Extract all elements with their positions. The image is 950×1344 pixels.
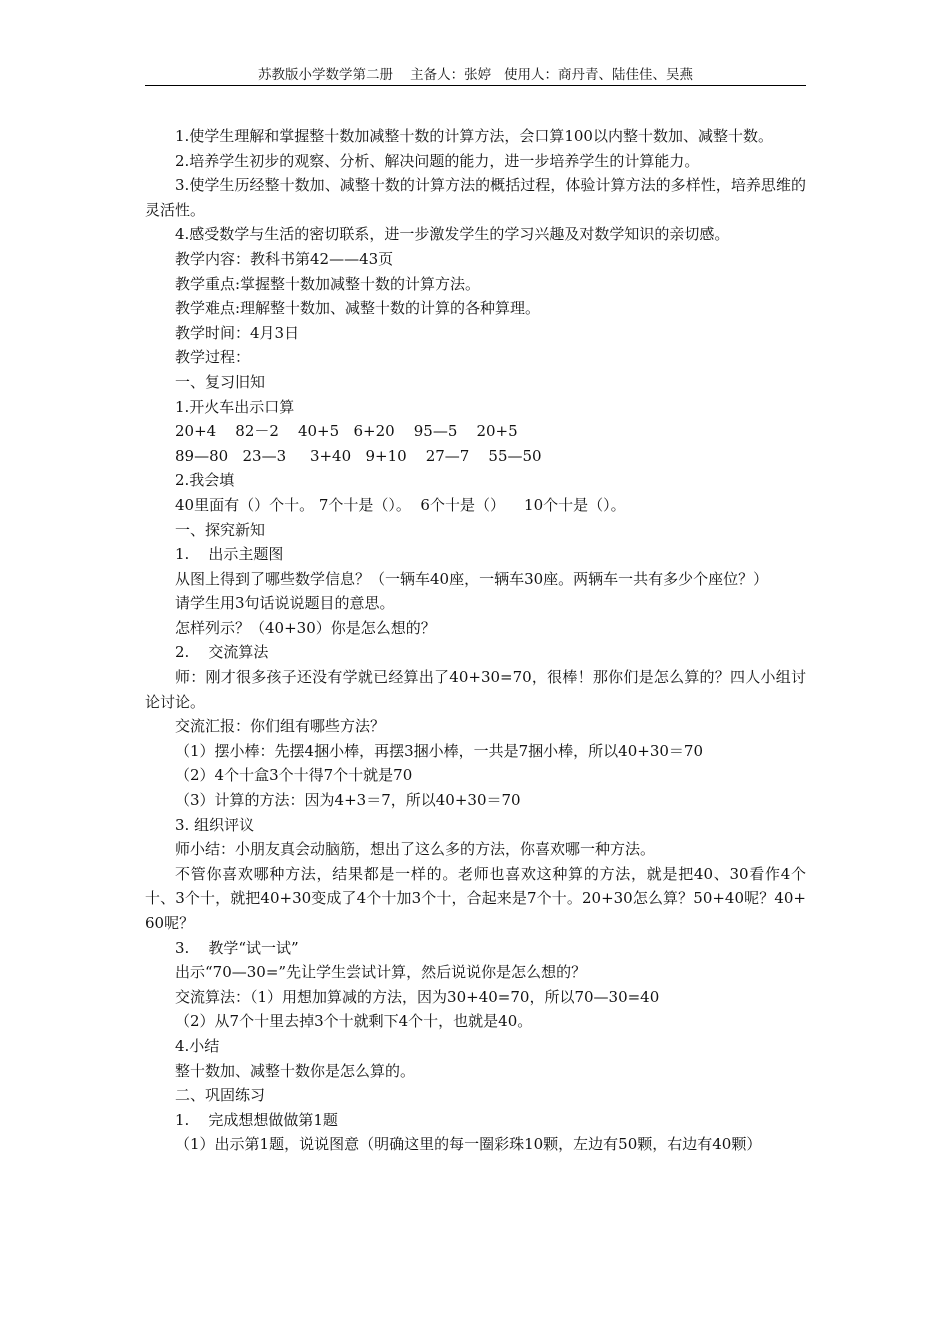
header-book: 苏教版小学数学第二册 <box>257 67 393 83</box>
fill-in-row: 40里面有（）个十。 7个十是（）。 6个十是（） 10个十是（）。 <box>175 495 626 514</box>
summary-heading: 4.小结 <box>175 1036 220 1055</box>
explore-item-3: 3. 组织评议 <box>175 815 255 834</box>
calc-row-2: 89—80 23—3 3+40 9+10 27—7 55—50 <box>175 446 542 465</box>
objective-3: 3.使学生历经整十数加、减整十数的计算方法的概括过程，体验计算方法的多样性，培养思维的灵活性。 <box>145 176 806 219</box>
objective-4: 4.感受数学与生活的密切联系，进一步激发学生的学习兴趣及对数学知识的亲切感。 <box>175 225 730 244</box>
paragraph: 不管你喜欢哪种方法，结果都是一样的。老师也喜欢这种算的方法，就是把40、30看作4个十、3个十，就把40+30变成了4个十加3个十，合起来是7个十。20+30怎么算？50+40呢？40+60呢？ <box>145 864 806 932</box>
paragraph: 怎样列示？（40+30）你是怎么想的？ <box>175 618 436 637</box>
method-3: （3）计算的方法：因为4+3＝7，所以40+30＝70 <box>175 791 521 810</box>
teaching-content: 教学内容：教科书第42——43页 <box>175 249 394 268</box>
paragraph: （1）出示第1题，说说图意（明确这里的每一圈彩珠10颗，左边有50颗，右边有40颗） <box>175 1135 762 1154</box>
header-users: 使用人：商丹青、陆佳佳、吴燕 <box>504 67 694 83</box>
paragraph: （2）从7个十里去掉3个十就剩下4个十，也就是40。 <box>175 1012 533 1031</box>
paragraph: 请学生用3句话说说题目的意思。 <box>175 594 395 613</box>
paragraph: 从图上得到了哪些数学信息？（一辆车40座，一辆车30座。两辆车一共有多少个座位？） <box>175 569 769 588</box>
paragraph: 出示“70—30=”先让学生尝试计算，然后说说你是怎么想的？ <box>175 963 587 982</box>
method-2: （2）4个十盒3个十得7个十就是70 <box>175 766 413 785</box>
review-item-2: 2.我会填 <box>175 471 235 490</box>
explore-item-try: 3. 教学“试一试” <box>175 938 299 957</box>
review-item-1: 1.开火车出示口算 <box>175 397 295 416</box>
page-header <box>145 66 806 86</box>
paragraph: 师小结：小朋友真会动脑筋，想出了这么多的方法，你喜欢哪一种方法。 <box>175 840 656 859</box>
practice-item-1: 1. 完成想想做做第1题 <box>175 1110 338 1129</box>
teaching-difficulty: 教学难点:理解整十数加、减整十数的计算的各种算理。 <box>175 299 541 318</box>
section-review-heading: 一、复习旧知 <box>175 372 266 391</box>
teaching-focus: 教学重点:掌握整十数加减整十数的计算方法。 <box>175 274 481 293</box>
paragraph: 师：刚才很多孩子还没有学就已经算出了40+30=70，很棒！那你们是怎么算的？四人小组讨论讨论。 <box>145 668 806 711</box>
explore-item-2: 2. 交流算法 <box>175 643 269 662</box>
paragraph: 整十数加、减整十数你是怎么算的。 <box>175 1061 416 1080</box>
paragraph: 交流汇报：你们组有哪些方法？ <box>175 717 386 736</box>
method-1: （1）摆小棒：先摆4捆小棒，再摆3捆小棒，一共是7捆小棒，所以40+30＝70 <box>175 741 704 760</box>
document-body <box>145 124 806 1157</box>
section-explore-heading: 一、探究新知 <box>175 520 266 539</box>
calc-row-1: 20+4 82－2 40+5 6+20 95—5 20+5 <box>175 422 518 441</box>
teaching-process-heading: 教学过程： <box>175 348 251 367</box>
explore-item-1: 1. 出示主题图 <box>175 545 284 564</box>
teaching-time: 教学时间：4月3日 <box>175 323 300 342</box>
objective-1: 1.使学生理解和掌握整十数加减整十数的计算方法，会口算100以内整十数加、减整十数。 <box>175 127 773 145</box>
section-practice-heading: 二、巩固练习 <box>175 1086 266 1105</box>
paragraph: 交流算法：（1）用想加算减的方法，因为30+40=70，所以70—30=40 <box>175 987 660 1006</box>
header-preparer: 主备人：张婷 <box>410 67 492 83</box>
objective-2: 2.培养学生初步的观察、分析、解决问题的能力，进一步培养学生的计算能力。 <box>175 151 700 170</box>
